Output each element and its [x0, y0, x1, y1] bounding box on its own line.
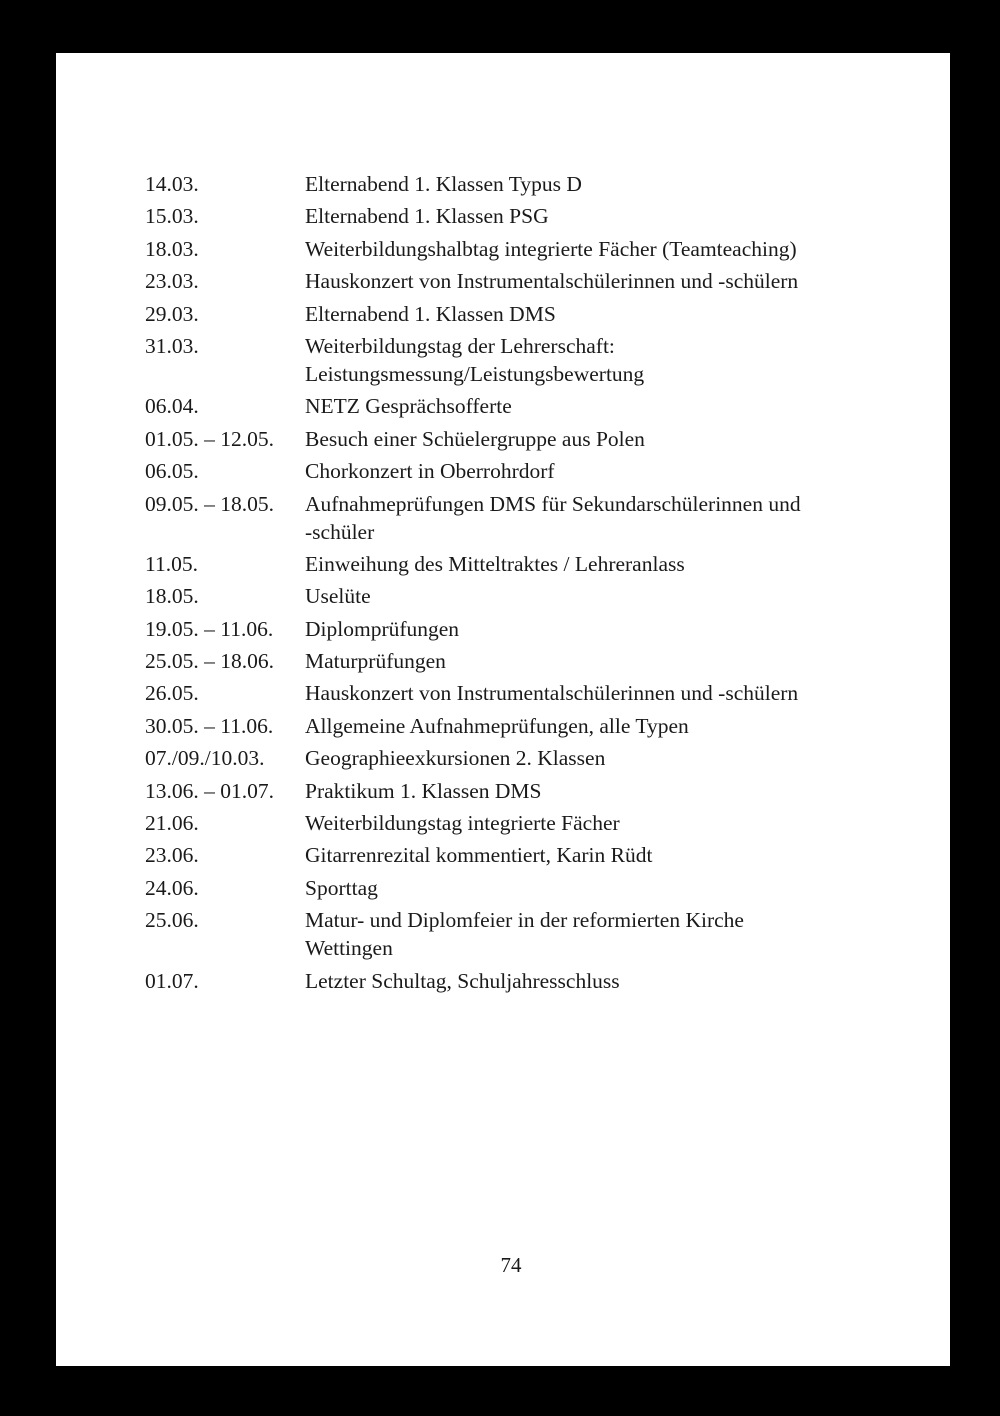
entry-date: 06.05.: [145, 459, 199, 484]
event-line: Gitarrenrezital kommentiert, Karin Rüdt: [305, 843, 653, 868]
schedule-row: [145, 202, 875, 230]
entry-event: [305, 777, 875, 805]
entry-event: [305, 582, 875, 610]
schedule-row: [145, 712, 875, 740]
entry-event: [305, 647, 875, 675]
entry-date: 09.05. – 18.05.: [145, 491, 274, 516]
schedule-row: [145, 392, 875, 420]
schedule-row: [145, 967, 875, 995]
entry-event: [305, 202, 875, 230]
event-line: Maturprüfungen: [305, 649, 446, 674]
entry-date: 30.05. – 11.06.: [145, 713, 274, 738]
event-line: Weiterbildungstag integrierte Fächer: [305, 811, 620, 836]
entry-event: [305, 874, 875, 902]
entry-date: 18.05.: [145, 584, 199, 609]
entry-event: [305, 809, 875, 837]
event-line: Allgemeine Aufnahmeprüfungen, alle Typen: [305, 713, 689, 738]
entry-event: [305, 490, 875, 546]
entry-date: 18.03.: [145, 236, 199, 261]
entry-date: 01.07.: [145, 968, 199, 993]
event-line: Praktikum 1. Klassen DMS: [305, 778, 542, 803]
event-line: Leistungsmessung/Leistungsbewertung: [305, 361, 645, 386]
entry-event: [305, 679, 875, 707]
entry-date: 15.03.: [145, 204, 199, 229]
schedule-row: [145, 490, 875, 546]
event-line: Besuch einer Schüelergruppe aus Polen: [305, 426, 645, 451]
event-line: Sporttag: [305, 875, 378, 900]
event-line: Uselüte: [305, 584, 371, 609]
schedule-row: [145, 744, 875, 772]
entry-date: 23.03.: [145, 269, 199, 294]
entry-date: 14.03.: [145, 172, 199, 196]
entry-date: 13.06. – 01.07.: [145, 778, 274, 803]
event-line: Hauskonzert von Instrumentalschülerinnen und -schülern: [305, 681, 799, 706]
schedule-row: [145, 777, 875, 805]
event-line: Matur- und Diplomfeier in der reformierten Kirche: [305, 908, 744, 933]
entry-date: 31.03.: [145, 333, 199, 358]
event-line: Einweihung des Mitteltraktes / Lehreranlass: [305, 551, 685, 576]
event-line: Elternabend 1. Klassen PSG: [305, 204, 549, 229]
schedule-row: [145, 841, 875, 869]
schedule-row: [145, 809, 875, 837]
schedule-row: [145, 582, 875, 610]
event-line: -schüler: [305, 519, 375, 544]
schedule-row: [145, 300, 875, 328]
entry-event: [305, 744, 875, 772]
schedule-row: [145, 425, 875, 453]
event-line: Elternabend 1. Klassen Typus D: [305, 172, 582, 196]
schedule-row: [145, 457, 875, 485]
entry-date: 24.06.: [145, 875, 199, 900]
event-line: Wettingen: [305, 936, 393, 961]
event-line: Chorkonzert in Oberrohrdorf: [305, 459, 555, 484]
schedule-list: [145, 170, 875, 999]
entry-event: [305, 332, 875, 388]
entry-event: [305, 615, 875, 643]
entry-date: 25.06.: [145, 908, 199, 933]
event-line: Elternabend 1. Klassen DMS: [305, 301, 556, 326]
page-number: 74: [500, 1253, 522, 1277]
schedule-row: [145, 615, 875, 643]
schedule-row: [145, 679, 875, 707]
schedule-row: [145, 332, 875, 388]
entry-event: [305, 300, 875, 328]
event-line: NETZ Gesprächsofferte: [305, 394, 512, 419]
event-line: Letzter Schultag, Schuljahresschluss: [305, 968, 620, 993]
entry-date: 07./09./10.03.: [145, 746, 265, 771]
entry-event: [305, 267, 875, 295]
schedule-row: [145, 550, 875, 578]
event-line: Weiterbildungstag der Lehrerschaft:: [305, 333, 615, 358]
event-line: Weiterbildungshalbtag integrierte Fächer (Teamteaching): [305, 236, 797, 261]
event-line: Aufnahmeprüfungen DMS für Sekundarschülerinnen und: [305, 491, 801, 516]
entry-event: [305, 457, 875, 485]
entry-event: [305, 906, 875, 962]
schedule-row: [145, 647, 875, 675]
entry-date: 21.06.: [145, 811, 199, 836]
schedule-row: [145, 267, 875, 295]
event-line: Hauskonzert von Instrumentalschülerinnen und -schülern: [305, 269, 799, 294]
entry-event: [305, 712, 875, 740]
entry-date: 01.05. – 12.05.: [145, 426, 274, 451]
schedule-row: [145, 874, 875, 902]
entry-event: [305, 841, 875, 869]
schedule-row: [145, 170, 875, 198]
entry-date: 11.05.: [145, 551, 198, 576]
entry-date: 06.04.: [145, 394, 199, 419]
schedule-row: [145, 235, 875, 263]
entry-date: 19.05. – 11.06.: [145, 616, 274, 641]
event-line: Geographieexkursionen 2. Klassen: [305, 746, 606, 771]
entry-event: [305, 550, 875, 578]
entry-date: 26.05.: [145, 681, 199, 706]
schedule-row: [145, 906, 875, 962]
entry-date: 23.06.: [145, 843, 199, 868]
entry-event: [305, 392, 875, 420]
event-line: Diplomprüfungen: [305, 616, 460, 641]
entry-date: 25.05. – 18.06.: [145, 649, 274, 674]
entry-event: [305, 425, 875, 453]
entry-event: [305, 170, 875, 198]
entry-date: 29.03.: [145, 301, 199, 326]
entry-event: [305, 235, 875, 263]
entry-event: [305, 967, 875, 995]
